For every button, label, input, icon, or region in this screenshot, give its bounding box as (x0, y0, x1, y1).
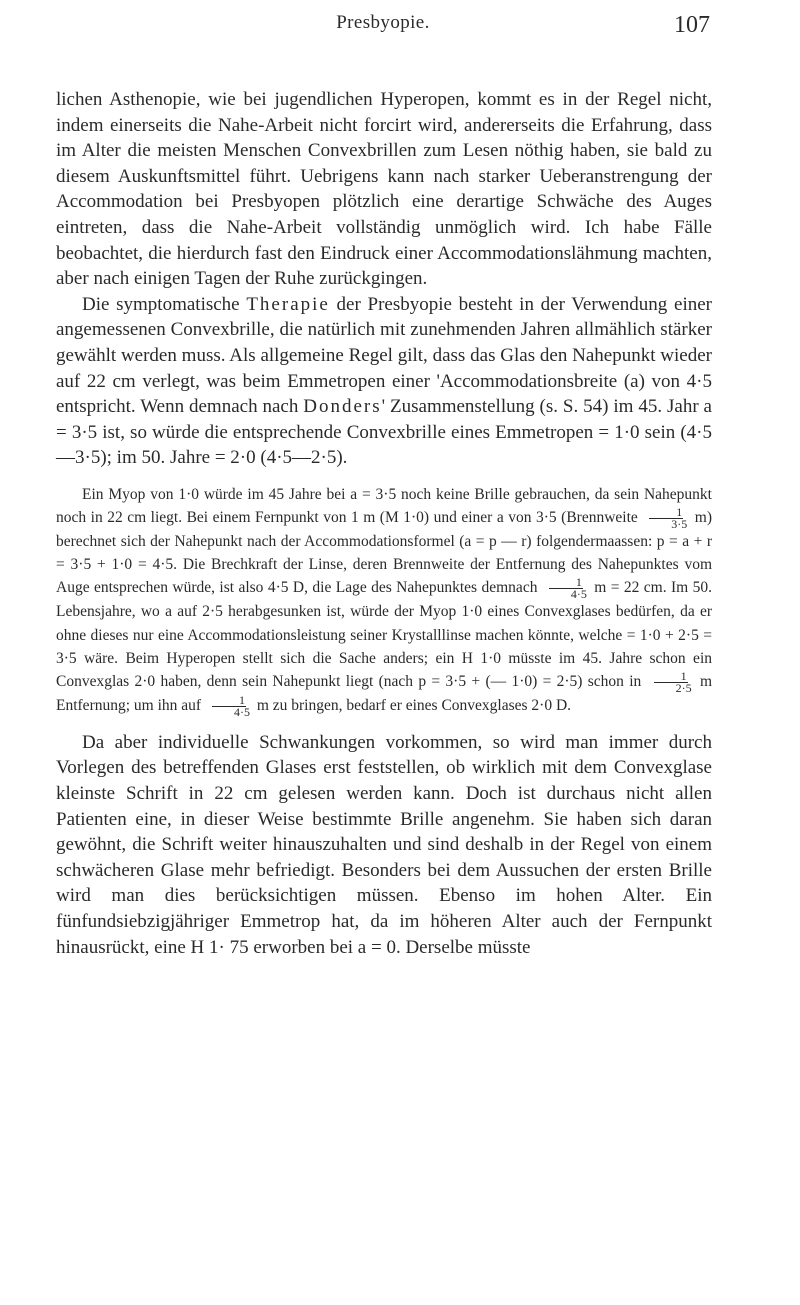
fraction (207, 692, 251, 719)
text-run: ' Zusammenstellung (s. S. 54) im 45. Jahr a = 3·5 ist, so würde die entsprechende Convexbrille eines Emmetropen = 1·0 sein (4·5—3·5); im 50. Jahre = 2·0 (4·5—2·5). (56, 396, 712, 469)
text-run: Ein Myop von 1·0 würde im 45 Jahre bei a = 3·5 noch keine Brille gebrauchen, da sein Nahepunkt noch in 22 cm liegt. Bei einem Fernpunkt von 1 m (M 1·0) und einer a von 3·5 (Brennweite (56, 485, 712, 527)
page-header (56, 12, 710, 42)
fraction (649, 668, 693, 695)
running-title: Presbyopie. (336, 12, 430, 33)
paragraph-gap (56, 718, 712, 730)
fraction-numerator: 1 (649, 507, 683, 519)
fraction-denominator: 4·5 (233, 704, 250, 719)
text-run: m = 22 cm. Im 50. Lebensjahre, wo a auf 2·5 herabgesunken ist, würde der Myop 1·0 eines Convexglases bedürfen, da er ohne dieses nur eine Accommodationsleistung seiner Krystalllinse machen könnte, welche = 1·0 + 2·5 = 3·5 wäre. Beim Hyperopen stellt sich die Sache anders; ein H 1·0 müsste im 45. Jahre schon ein Convexglas 2·0 haben, denn sein Nahepunkt liegt (nach p = 3·5 + (— 1·0) = 2·5) schon in (56, 579, 712, 690)
paragraph-gap (56, 471, 712, 483)
spaced-name-donders: Donders (303, 396, 382, 418)
fraction-numerator: 1 (212, 695, 246, 707)
paragraph-myop-example (56, 483, 712, 718)
page-number: 107 (674, 12, 710, 38)
fraction-denominator: 4·5 (570, 587, 587, 602)
text-run: m) berechnet sich der Nahepunkt nach der Accommodationsformel (a = p — r) folgendermaassen: p = a + r = 3·5 + 1·0 = 4·5. Die Brechkraft der Linse, deren Brennweite der Entfernung des Nahepunktes vom Auge entsprechen würde, ist also 4·5 D, die Lage des Nahepunktes demnach (56, 509, 713, 597)
paragraph-individuelle: Da aber individuelle Schwankungen vorkommen, so wird man immer durch Vorlegen des betreffenden Glases erst feststellen, ob wirklich mit dem Convexglase kleinste Schrift in 22 cm gelesen werden kann. Doch ist durchaus nicht allen Patienten eine, in dieser Weise bestimmte Brille angenehm. Sie haben sich daran gewöhnt, die Schrift weiter hinauszuhalten und sind deshalb in der Regel von einem schwächeren Glase mehr befriedigt. Besonders bei dem Aussuchen der ersten Brille wird man dies berücksichtigen müssen. Ebenso im hohen Alter. Ein fünfundsiebzigjähriger Emmetrop hat, da im höheren Alter auch der Fernpunkt hinausrückt, eine H 1· 75 erworben bei a = 0. Derselbe müsste (56, 731, 712, 958)
paragraph-asthenopie: lichen Asthenopie, wie bei jugendlichen Hyperopen, kommt es in der Regel nicht, indem einerseits die Nahe-Arbeit nicht forcirt wird, andererseits die Erfahrung, dass im Alter die meisten Menschen Convexbrillen zum Lesen nöthig haben, sie bald zu diesem Auskunftsmittel führt. Uebrigens kann nach starker Ueberanstrengung der Accommodation bei Presbyopen plötzlich eine derartige Schwäche des Auges eintreten, dass die Nahe-Arbeit vollständig unmöglich wird. Ich habe Fälle beobachtet, die hierdurch fast den Eindruck einer Accommodationslähmung machten, aber nach einigen Tagen der Ruhe zurückgingen. (56, 89, 712, 290)
fraction-numerator: 1 (654, 671, 688, 683)
paragraph-therapie (56, 292, 712, 471)
body-text (56, 87, 712, 960)
text-run: m Entfernung; um ihn auf (56, 673, 712, 714)
fraction (644, 507, 688, 530)
fraction (544, 577, 588, 600)
text-run: m zu bringen, bedarf er eines Convexglases 2·0 D. (252, 696, 572, 714)
fraction-numerator: 1 (549, 577, 583, 589)
spaced-term-therapie: Therapie (246, 293, 330, 315)
text-run: der Presbyopie besteht in der Verwendung einer angemessenen Convexbrille, die natürlich mit zunehmenden Jahren allmählich stärker gewählt werden muss. Als allgemeine Regel gilt, dass das Glas den Nahepunkt wieder auf 22 cm verlegt, was beim Emmetropen einer 'Accommodationsbreite (a) von 4·5 entspricht. Wenn demnach nach (56, 293, 712, 418)
fraction-denominator: 2·5 (675, 680, 692, 695)
text-run: Die symptomatische (82, 293, 247, 315)
fraction-denominator: 3·5 (671, 517, 688, 532)
